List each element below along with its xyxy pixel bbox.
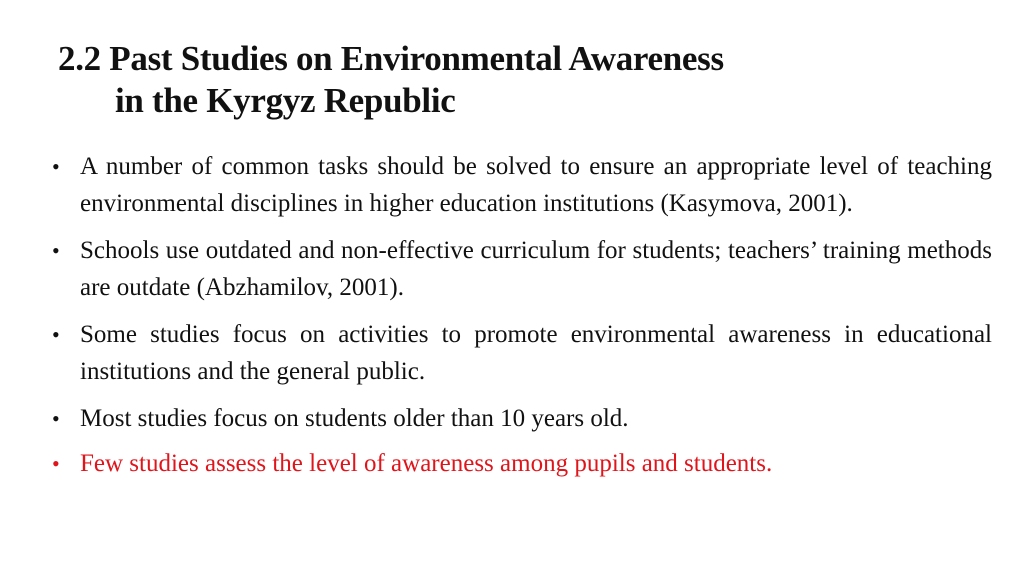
bullet-item: [50, 148, 992, 222]
bullet-icon: •: [52, 322, 60, 347]
bullet-text: A number of common tasks should be solved to ensure an appropriate level of teaching environmental disciplines in higher education institutions (Kasymova, 2001).: [80, 153, 992, 217]
bullet-text: Few studies assess the level of awareness among pupils and students.: [80, 450, 773, 477]
bullet-icon: •: [52, 154, 60, 179]
bullet-item: [50, 316, 992, 390]
title-line-1: 2.2 Past Studies on Environmental Awareness: [58, 39, 724, 78]
bullet-text: Most studies focus on students older than 10 years old.: [80, 405, 629, 432]
bullet-list: [50, 148, 992, 482]
bullet-item: [50, 400, 992, 437]
bullet-icon: •: [52, 451, 60, 476]
bullet-text: Some studies focus on activities to promote environmental awareness in educational institutions and the general public.: [80, 321, 992, 385]
slide-title: [58, 38, 724, 122]
bullet-text: Schools use outdated and non-effective curriculum for students; teachers’ training methods are outdate (Abzhamilov, 2001).: [80, 237, 992, 301]
bullet-item-highlighted: [50, 445, 992, 482]
title-line-2: in the Kyrgyz Republic: [115, 81, 456, 120]
bullet-icon: •: [52, 238, 60, 263]
bullet-item: [50, 232, 992, 306]
bullet-icon: •: [52, 406, 60, 431]
